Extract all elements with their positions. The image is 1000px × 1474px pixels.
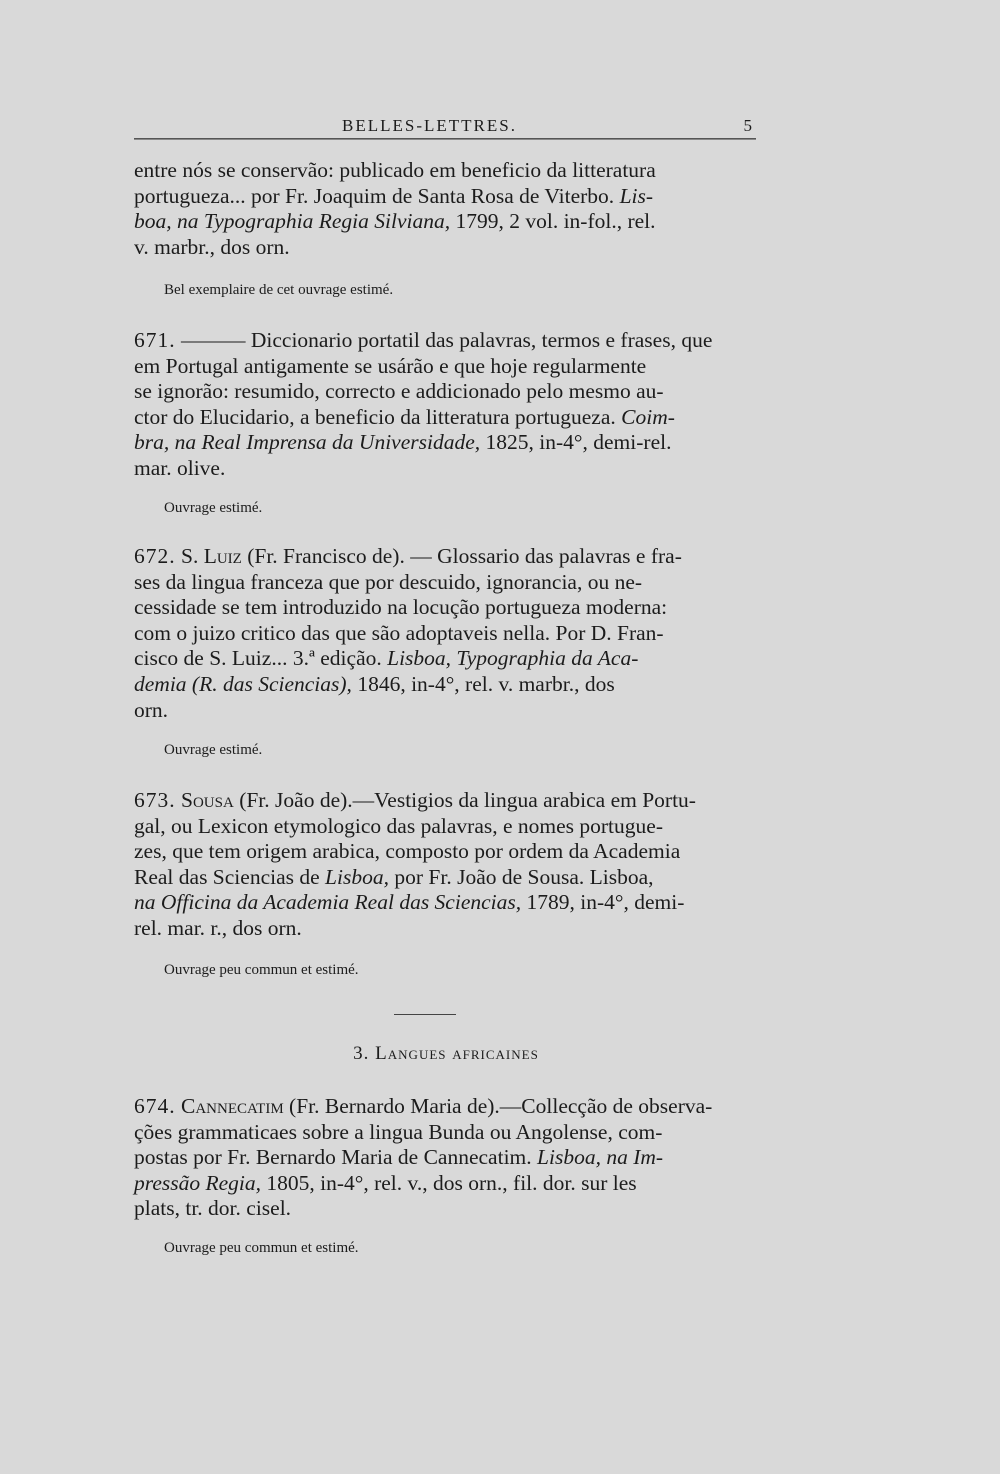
running-header [132, 116, 760, 138]
section-title: Langues africaines [375, 1043, 539, 1064]
section-number: 3. [353, 1043, 370, 1064]
entry-text: (Fr. João de).—Vestigios da lingua arabica em Portu- [239, 788, 696, 812]
text-line: demia (R. das Sciencias), 1846, in-4°, rel. v. marbr., dos [134, 671, 615, 696]
text-line: Real das Sciencias de Lisboa, por Fr. João de Sousa. Lisboa, [134, 864, 654, 889]
text-line: orn. [134, 697, 169, 722]
text-line: se ignorão: resumido, correcto e addicionado pelo mesmo au- [134, 379, 664, 404]
text-line: pressão Regia, 1805, in-4°, rel. v., dos orn., fil. dor. sur les [134, 1170, 637, 1195]
section-divider [394, 1014, 456, 1015]
section-heading [134, 1043, 758, 1065]
entry-number: 674. [134, 1094, 176, 1118]
page-number: 5 [743, 116, 752, 135]
text-line: ções grammaticaes sobre a lingua Bunda ou Angolense, com- [134, 1119, 663, 1144]
entry-671 [134, 328, 758, 482]
text-line: gal, ou Lexicon etymologico das palavras, e nomes portugue- [134, 813, 663, 838]
entry-text: (Fr. Bernardo Maria de).—Collecção de observa- [289, 1094, 713, 1118]
entry-author: S. Luiz [181, 544, 242, 568]
entry-note: Ouvrage estimé. [164, 742, 263, 758]
text-line: cisco de S. Luiz... 3.ª edição. Lisboa, Typographia da Aca- [134, 646, 639, 671]
text-line: na Officina da Academia Real das Sciencias, 1789, in-4°, demi- [134, 890, 685, 915]
entry-674 [134, 1094, 758, 1222]
running-title: BELLES-LETTRES. [342, 116, 517, 135]
text-line: entre nós se conservão: publicado em beneficio da litteratura [134, 158, 656, 182]
text-line: postas por Fr. Bernardo Maria de Cannecatim. Lisboa, na Im- [134, 1145, 664, 1170]
text-line: v. marbr., dos orn. [134, 234, 290, 259]
entry-number: 671. [134, 328, 176, 352]
entry-note: Ouvrage peu commun et estimé. [164, 962, 359, 978]
text-line: em Portugal antigamente se usárão e que hoje regularmente [134, 353, 647, 378]
text-line: bra, na Real Imprensa da Universidade, 1825, in-4°, demi-rel. [134, 430, 672, 455]
text-line [134, 544, 758, 570]
entry-672 [134, 544, 758, 723]
entry-author: Sousa [181, 788, 234, 812]
text-line: portugueza... por Fr. Joaquim de Santa Rosa de Viterbo. Lis- [134, 183, 654, 208]
text-line [134, 788, 758, 814]
entry-author: Cannecatim [181, 1094, 284, 1118]
text-line [134, 1094, 758, 1120]
text-line: zes, que tem origem arabica, composto por ordem da Academia [134, 839, 681, 864]
entry-text: ——— Diccionario portatil das palavras, termos e frases, que [181, 328, 713, 352]
entry-number: 673. [134, 788, 176, 812]
text-line: ctor do Elucidario, a beneficio da litteratura portugueza. Coim- [134, 404, 675, 429]
entry-note: Bel exemplaire de cet ouvrage estimé. [164, 282, 394, 298]
entry-continuation [134, 158, 758, 260]
entry-673 [134, 788, 758, 942]
text-line: ses da lingua franceza que por descuido, ignorancia, ou ne- [134, 569, 643, 594]
entry-note: Ouvrage estimé. [164, 500, 263, 516]
text-line: plats, tr. dor. cisel. [134, 1196, 292, 1221]
text-line: com o juizo critico das que são adoptaveis nella. Por D. Fran- [134, 620, 664, 645]
entry-number: 672. [134, 544, 176, 568]
text-line: boa, na Typographia Regia Silviana, 1799, 2 vol. in-fol., rel. [134, 209, 656, 234]
text-line: rel. mar. r., dos orn. [134, 915, 302, 940]
header-rule [134, 138, 756, 140]
entry-text: (Fr. Francisco de). — Glossario das palavras e fra- [247, 544, 682, 568]
text-line: mar. olive. [134, 455, 226, 480]
entry-note: Ouvrage peu commun et estimé. [164, 1240, 359, 1256]
text-line [134, 328, 758, 354]
text-line: cessidade se tem introduzido na locução portugueza moderna: [134, 595, 668, 620]
